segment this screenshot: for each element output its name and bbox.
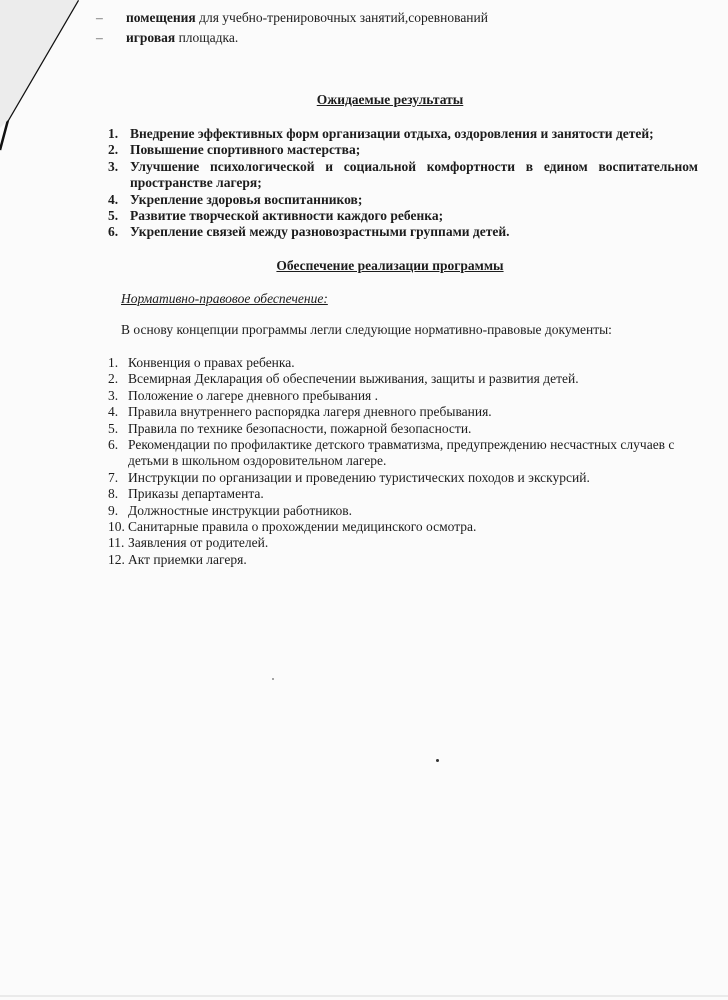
item-text: Укрепление здоровья воспитанников;: [130, 191, 363, 207]
list-item: [108, 421, 698, 437]
item-text: Внедрение эффективных форм организации отдыха, оздоровления и занятости детей;: [130, 126, 654, 141]
list-item: [108, 404, 698, 420]
item-text: Санитарные правила о прохождении медицинского осмотра.: [128, 519, 477, 535]
list-item: [108, 503, 698, 519]
dash-marker: –: [96, 10, 103, 25]
list-item: [108, 224, 698, 240]
intro-item-bold: помещения: [126, 10, 196, 25]
results-heading: Ожидаемые результаты: [316, 92, 464, 107]
item-number: 8.: [108, 486, 119, 502]
item-text: Правила внутреннего распорядка лагеря дневного пребывания.: [128, 404, 492, 420]
item-number: 6.: [108, 224, 119, 240]
list-item: [108, 142, 698, 158]
item-text: Должностные инструкции работников.: [128, 502, 353, 518]
item-number: 1.: [108, 126, 119, 141]
item-number: 3.: [108, 387, 119, 403]
list-item: [108, 535, 698, 551]
dash-marker: –: [96, 30, 103, 45]
item-number: 6.: [108, 437, 119, 453]
item-number: 7.: [108, 469, 119, 485]
item-number: 1.: [108, 355, 119, 370]
item-text: Заявления от родителей.: [128, 535, 269, 551]
support-intro: В основу концепции программы легли следующие нормативно-правовые документы:: [121, 322, 612, 337]
item-text: Приказы департамента.: [128, 486, 264, 502]
item-text: Инструкции по организации и проведению туристических походов и экскурсий.: [128, 469, 590, 485]
list-item: [108, 355, 698, 371]
item-text: Рекомендации по профилактике детского травматизма, предупреждению несчастных случаев с детьми в школьном оздоровительном лагере.: [128, 437, 675, 469]
item-text: Укрепление связей между разновозрастными группами детей.: [130, 224, 510, 240]
intro-item-text: площадка.: [175, 30, 239, 45]
list-item: [108, 437, 698, 470]
list-item: [108, 388, 698, 404]
item-number: 2.: [108, 371, 119, 387]
intro-item-bold: игровая: [126, 30, 176, 45]
intro-item: [96, 29, 238, 46]
item-text: Всемирная Декларация об обеспечении выживания, защиты и развития детей.: [128, 371, 579, 387]
item-number: 4.: [108, 191, 119, 207]
list-item: [108, 470, 698, 486]
item-number: 11.: [108, 535, 125, 551]
support-subheading: Нормативно-правовое обеспечение:: [121, 291, 328, 306]
item-number: 5.: [108, 208, 119, 224]
item-number: 4.: [108, 404, 119, 420]
results-list: [108, 126, 698, 241]
item-number: 9.: [108, 502, 119, 518]
list-item: [108, 126, 698, 142]
list-item: [108, 552, 698, 568]
scan-speck: [436, 759, 439, 762]
list-item: [108, 208, 698, 224]
item-text: Правила по технике безопасности, пожарной безопасности.: [128, 420, 472, 436]
intro-item: [96, 9, 488, 26]
list-item: [108, 192, 698, 208]
documents-list: [108, 355, 698, 568]
item-text: Повышение спортивного мастерства;: [130, 142, 361, 158]
item-text: Положение о лагере дневного пребывания .: [128, 387, 379, 403]
list-item: [108, 519, 698, 535]
item-number: 2.: [108, 142, 119, 158]
list-item: [108, 486, 698, 502]
item-text: Акт приемки лагеря.: [128, 551, 247, 567]
item-text: Улучшение психологической и социальной комфортности в едином воспитательном пространстве лагеря;: [130, 158, 698, 191]
support-heading: Обеспечение реализации программы: [276, 258, 504, 273]
item-number: 5.: [108, 420, 119, 436]
item-number: 3.: [108, 158, 119, 174]
item-text: Конвенция о правах ребенка.: [128, 355, 295, 370]
item-number: 10.: [108, 519, 125, 535]
list-item: [108, 371, 698, 387]
scan-speck: [272, 678, 274, 680]
list-item: [108, 159, 698, 192]
item-text: Развитие творческой активности каждого ребенка;: [130, 208, 444, 224]
intro-item-text: для учебно-тренировочных занятий,соревнований: [195, 10, 488, 25]
item-number: 12.: [108, 551, 125, 567]
